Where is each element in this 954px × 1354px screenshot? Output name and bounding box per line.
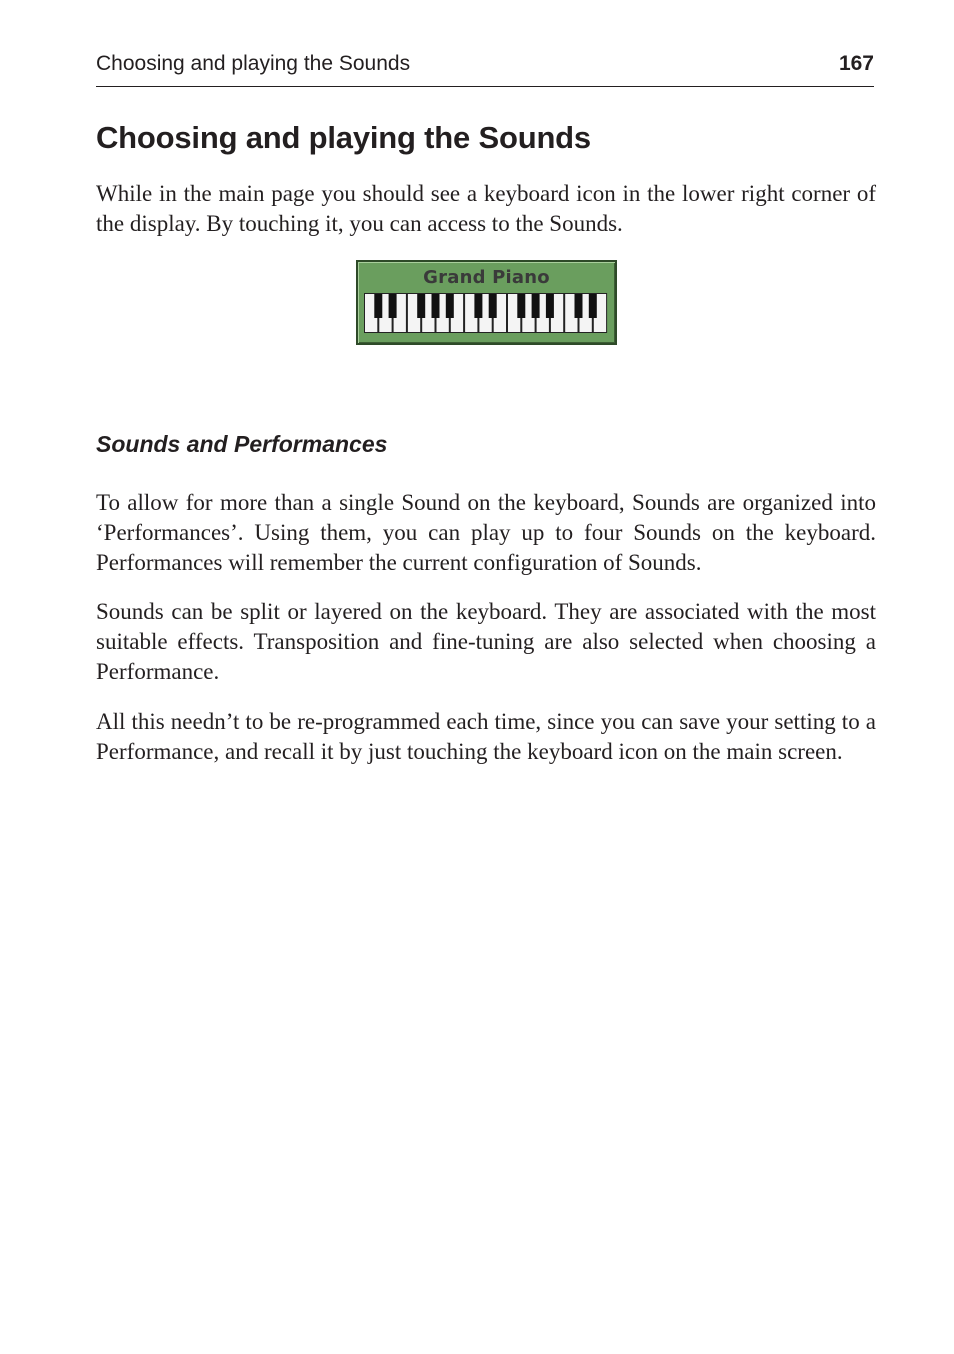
- intro-paragraph: While in the main page you should see a keyboard icon in the lower right corner of the display. By touching it, you can access to the Sounds.: [96, 181, 876, 236]
- running-header-title: Choosing and playing the Sounds: [96, 52, 411, 75]
- running-header: [96, 50, 874, 87]
- paragraph: To allow for more than a single Sound on the keyboard, Sounds are organized into ‘Performances’. Using them, you can play up to four Sounds on the keyboard. Performances will remember the current configuration of Sounds.: [96, 490, 876, 575]
- subheading: Sounds and Performances: [96, 431, 388, 457]
- paragraph: Sounds can be split or layered on the keyboard. They are associated with the most suitable effects. Transposition and fine-tuning are also selected when choosing a Performance.: [96, 599, 876, 684]
- page-number: 167: [838, 52, 874, 75]
- keyboard-icon-button[interactable]: [356, 260, 617, 345]
- sound-name-label: Grand Piano: [423, 267, 550, 288]
- page-title: Choosing and playing the Sounds: [96, 120, 591, 155]
- piano-keyboard-icon: [364, 293, 609, 333]
- paragraph: All this needn’t to be re-programmed each time, since you can save your setting to a Performance, and recall it by just touching the keyboard icon on the main screen.: [96, 709, 876, 764]
